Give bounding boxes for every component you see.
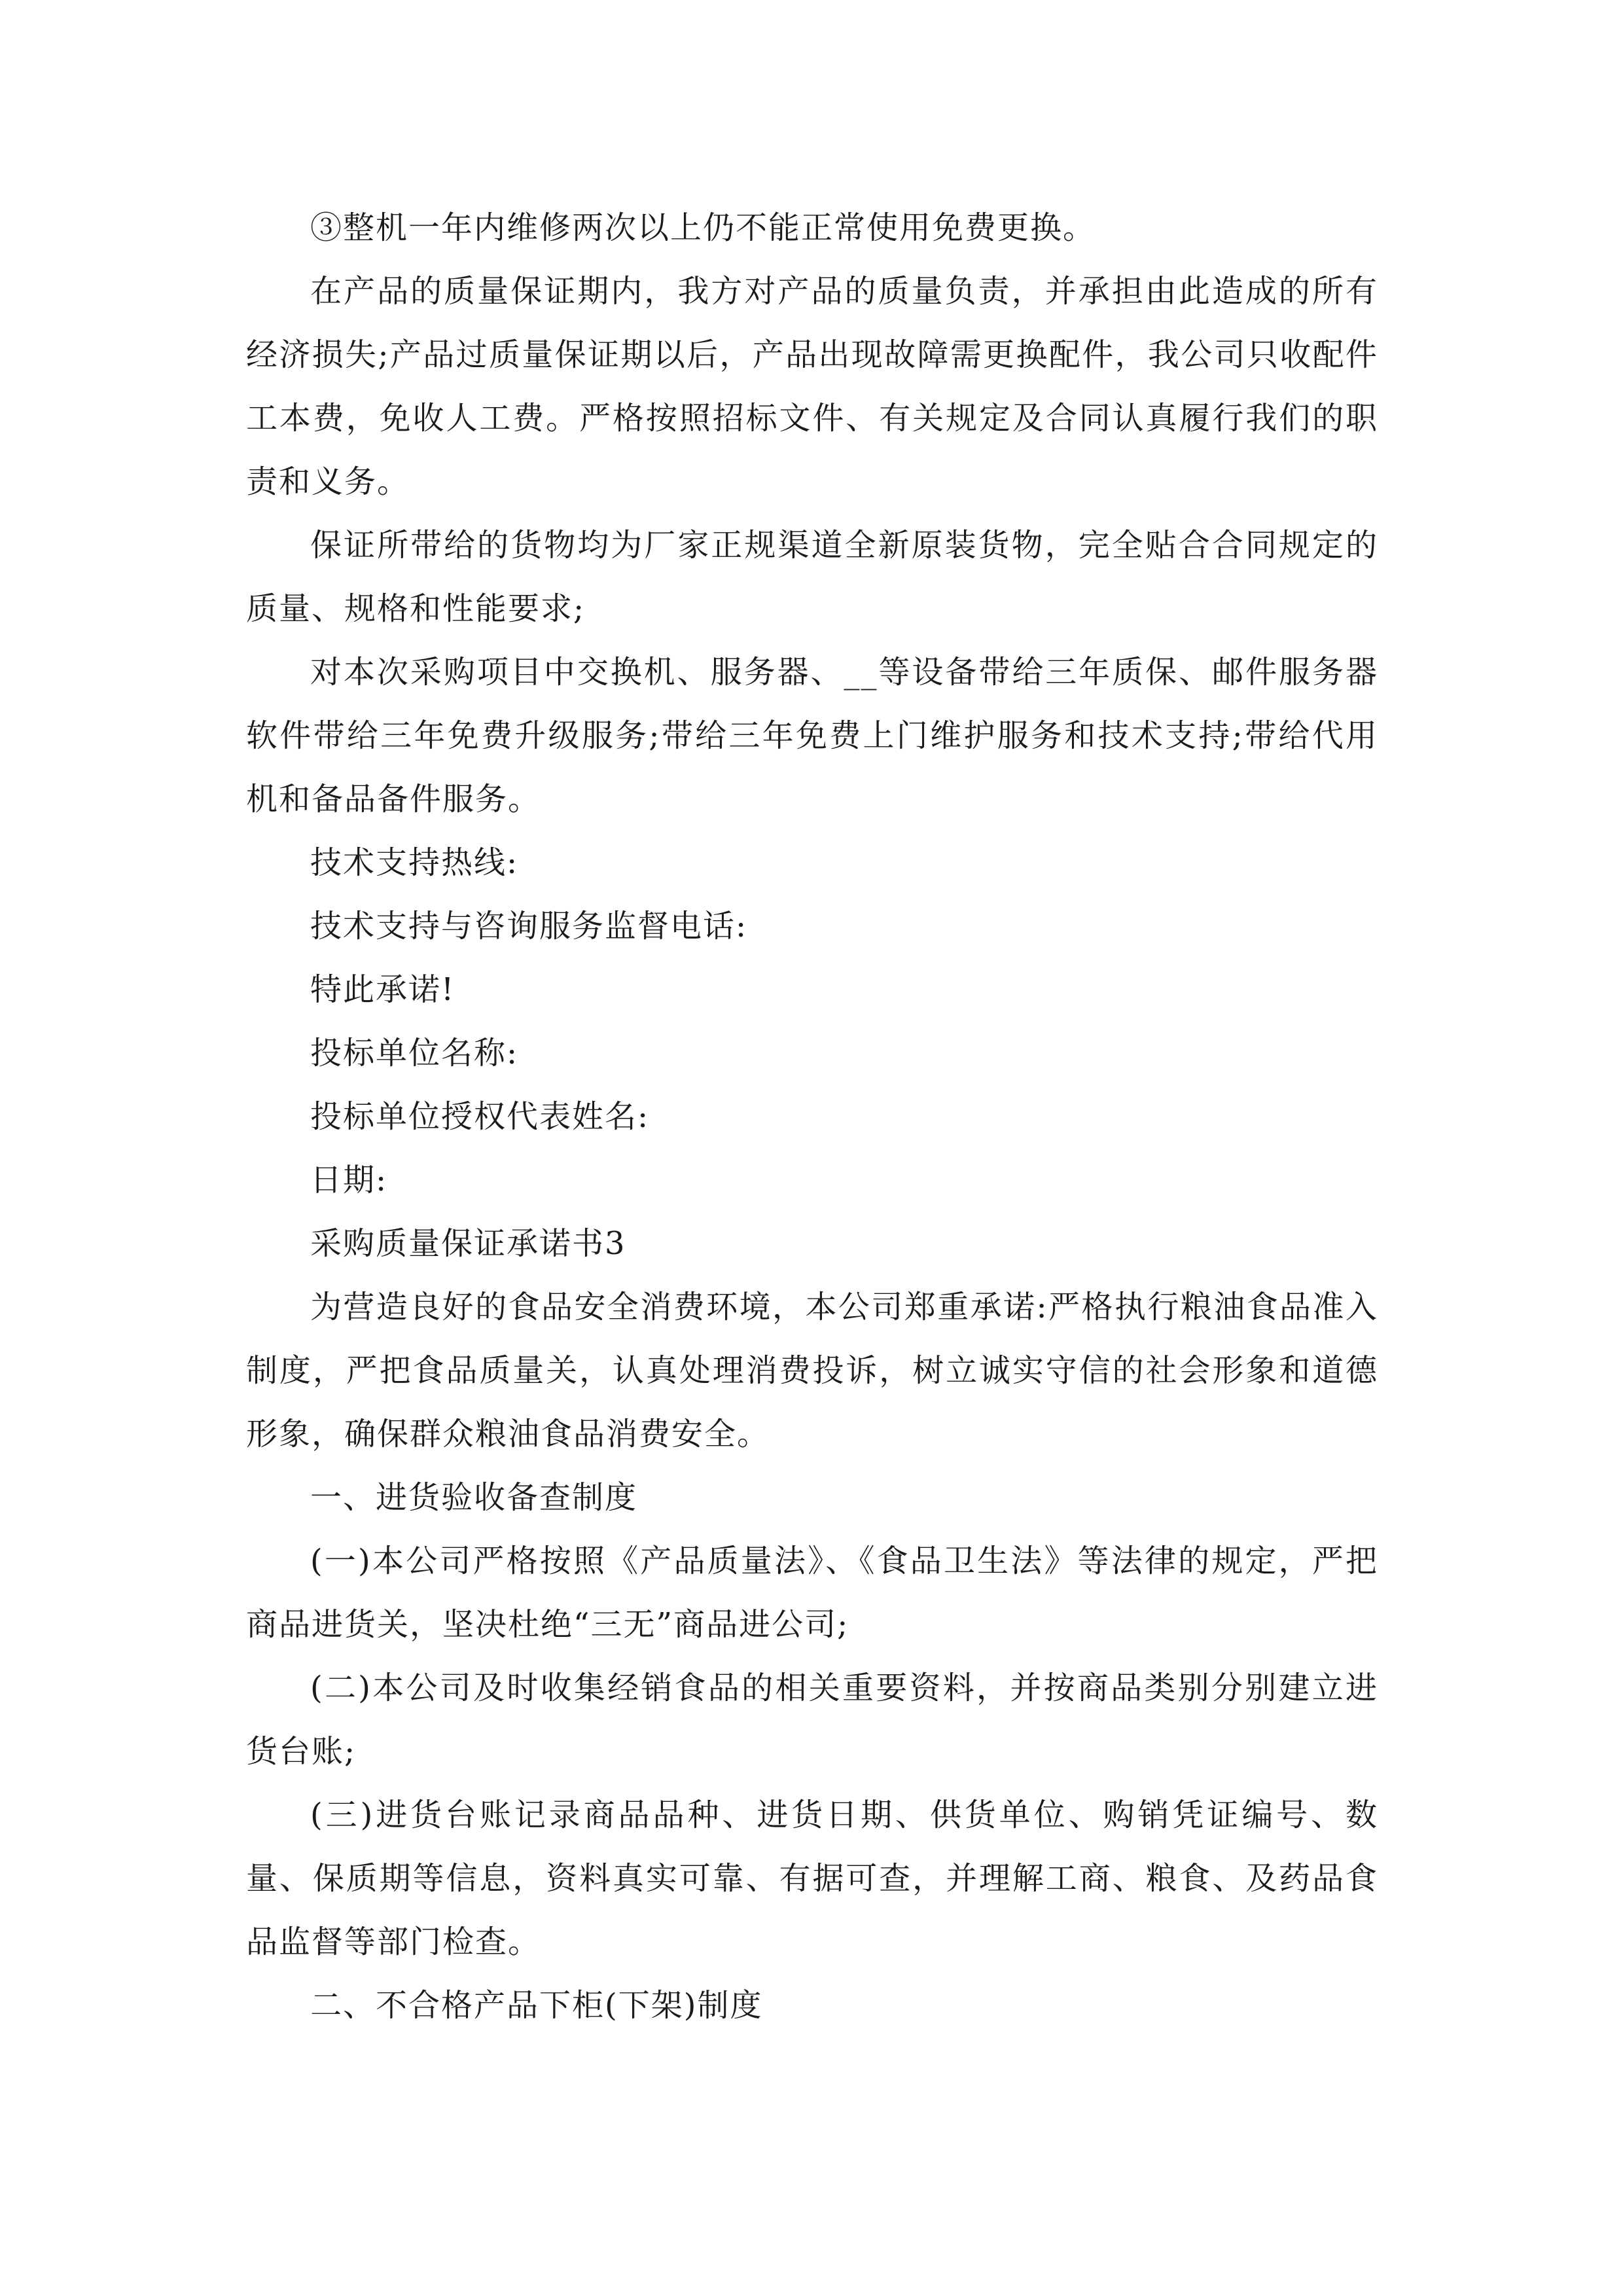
field-support-hotline: 技术支持热线: [310,844,519,881]
paragraph-goods-guarantee: 保证所带给的货物均为厂家正规渠道全新原装货物，完全贴合合同规定的质量、规格和性能要求; [246,527,1378,627]
heading-nonconforming-products: 二、不合格产品下柜(下架)制度 [310,1987,763,2024]
field-date: 日期: [310,1162,388,1198]
document-body [246,196,1378,2037]
section-title: 采购质量保证承诺书3 [310,1225,626,1262]
clause-item-3: (三)进货台账记录商品品种、进货日期、供货单位、购销凭证编号、数量、保质期等信息，资料真实可靠、有据可查，并理解工商、粮食、及药品食品监督等部门检查。 [246,1797,1378,1960]
heading-purchase-inspection: 一、进货验收备查制度 [310,1479,638,1516]
paragraph-quality-responsibility: 在产品的质量保证期内，我方对产品的质量负责，并承担由此造成的所有经济损失;产品过质量保证期以后，产品出现故障需更换配件，我公司只收配件工本费，免收人工费。严格按照招标文件、有关规定及合同认真履行我们的职责和义务。 [246,273,1378,500]
clause-item-1: (一)本公司严格按照《产品质量法》、《食品卫生法》等法律的规定，严把商品进货关，坚决杜绝“三无”商品进公司; [246,1543,1378,1643]
closing-statement: 特此承诺! [310,971,455,1008]
field-bidder-name: 投标单位名称: [310,1035,519,1071]
field-representative-name: 投标单位授权代表姓名: [310,1098,650,1135]
paragraph-service-commitment: 对本次采购项目中交换机、服务器、__等设备带给三年质保、邮件服务器软件带给三年免费升级服务;带给三年免费上门维护服务和技术支持;带给代用机和备品备件服务。 [246,654,1378,817]
field-supervision-phone: 技术支持与咨询服务监督电话: [310,908,748,944]
paragraph-food-safety-commitment: 为营造良好的食品安全消费环境，本公司郑重承诺:严格执行粮油食品准入制度，严把食品质量关，认真处理消费投诉，树立诚实守信的社会形象和道德形象，确保群众粮油食品消费安全。 [246,1289,1378,1452]
paragraph-warranty-replacement: ③整机一年内维修两次以上仍不能正常使用免费更换。 [310,209,1096,246]
clause-item-2: (二)本公司及时收集经销食品的相关重要资料，并按商品类别分别建立进货台账; [246,1670,1378,1770]
